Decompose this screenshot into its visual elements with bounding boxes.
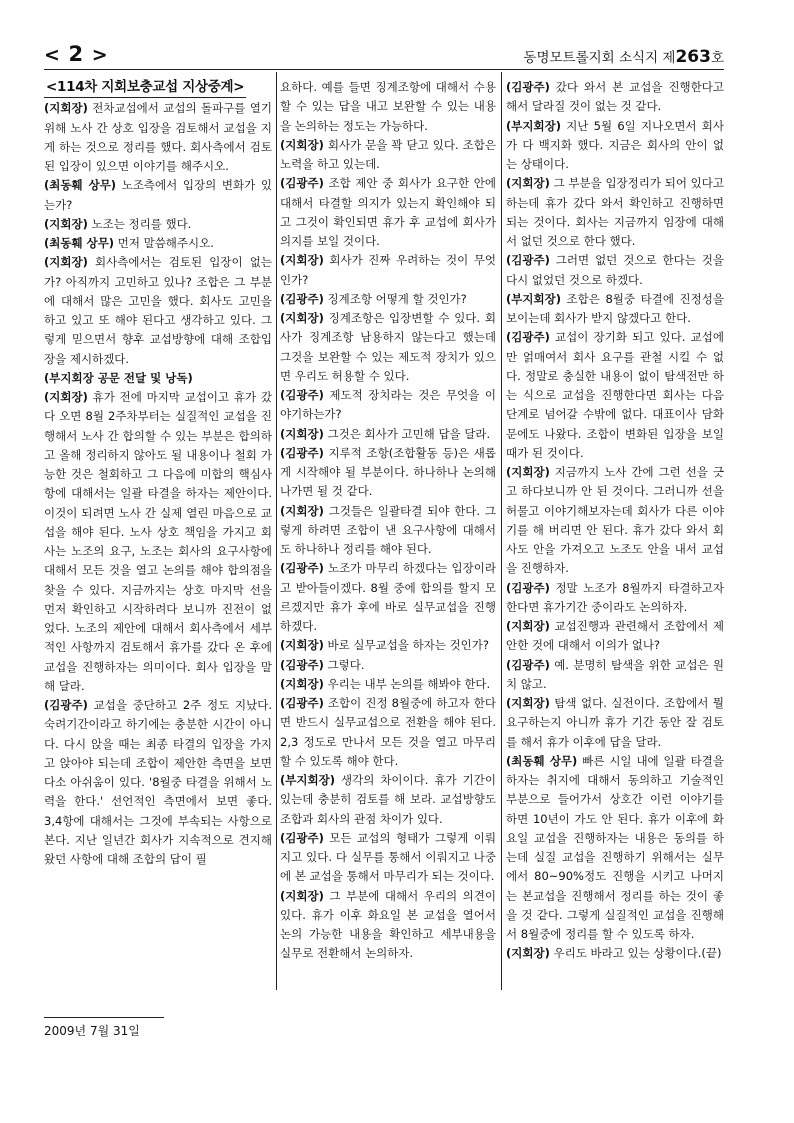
article-column-3 [506, 78, 724, 964]
dialogue-line [506, 752, 724, 945]
newsletter-info [523, 46, 724, 67]
speaker-label: (김광주) [280, 445, 324, 460]
article-title: <114차 지회보충교섭 지상중계> [44, 78, 246, 98]
dialogue-text: 예. 분명히 탐색을 위한 교섭은 원치 않고. [506, 657, 724, 691]
dialogue-text: 조합은 8월중 타결에 진정성을 보이는데 회사가 받지 않겠다고 한다. [506, 291, 724, 325]
footer-rule [44, 1017, 164, 1018]
dialogue-line [280, 78, 496, 136]
dialogue-line [280, 136, 496, 175]
article-column-1 [44, 78, 272, 869]
dialogue-text: 그러면 없던 것으로 한다는 것을 다시 없었던 것으로 하겠다. [506, 253, 724, 287]
article-subheading: (부지회장 공문 전달 및 낭독) [44, 370, 193, 385]
dialogue-text: 요하다. 예를 들면 징계조항에 대해서 수용할 수 있는 답을 내고 보완할 수 있는 내용을 논의하는 정도는 가능하다. [280, 80, 496, 133]
speaker-label: (지회장) [44, 255, 88, 270]
dialogue-text: 교섭이 장기화 되고 있다. 교섭에 만 얽매여서 회사 요구를 관철 시킬 수 없다. 정말로 충실한 내용이 없이 탐색전만 하는 식으로 교섭을 진행한다면 회사는 다음 단계로 넘어갈 수밖에 없다. 대표이사 담화문에도 나왔다. 조합이 변화된 입장을 보일 때가 된 것이다. [506, 330, 724, 460]
dialogue-line [506, 328, 724, 463]
dialogue-line [506, 617, 724, 656]
speaker-label: (지회장) [44, 216, 88, 231]
dialogue-text: 정말 노조가 8월까지 타결하고자 한다면 휴가기간 중이라도 논의하자. [506, 580, 724, 614]
dialogue-text: 제도적 장치라는 것은 무엇을 이야기하는가? [280, 388, 496, 422]
dialogue-line [506, 290, 724, 329]
dialogue-line [506, 656, 724, 695]
dialogue-text: 전차교섭에서 교섭의 돌파구를 열기위해 노사 간 상호 입장을 검토해서 교섭을 지게 하는 것으로 정리를 했다. 회사측에서 검토된 입장이 있으면 이야기를 해주시오. [44, 101, 272, 173]
dialogue-text: 그 부분을 입장정리가 되어 있다고 하는데 휴가 갔다 와서 확인하고 진행하면 되는 것이다. 회사는 지금까지 임장에 대해서 없던 것으로 한다 했다. [506, 176, 724, 248]
dialogue-line [506, 78, 724, 117]
dialogue-line [44, 215, 272, 234]
dialogue-line [280, 251, 496, 290]
dialogue-text: 탐색 없다. 실전이다. 조합에서 뭘 요구하는지 아니까 휴가 기간 동안 잘 검토를 해서 휴가 이후에 답을 달라. [506, 696, 724, 749]
page-number-prefix: < [44, 44, 69, 66]
dialogue-line [506, 579, 724, 618]
speaker-label: (지회장) [506, 696, 550, 710]
dialogue-line [44, 388, 272, 696]
dialogue-text: 징계조항 어떻게 할 것인가? [323, 291, 467, 306]
dialogue-text: 노조측에서 입장의 변화가 있는가? [44, 178, 272, 212]
dialogue-line [280, 444, 496, 502]
speaker-label: (김광주) [280, 388, 324, 402]
dialogue-line [280, 290, 496, 309]
speaker-label: (지회장) [44, 101, 88, 116]
dialogue-line [280, 502, 496, 560]
dialogue-text: 조합이 진정 8월중에 하고자 한다면 반드시 실무교섭으로 전환을 해야 된다. 2,3 정도로 만나서 모든 것을 열고 마무리 할 수 있도록 해야 한다. [280, 696, 496, 768]
dialogue-text: 교섭을 중단하고 2주 정도 지났다. 숙려기간이라고 하기에는 충분한 시간이 아니다. 다시 앉을 때는 최종 타결의 입장을 가지고 앉아야 되는데 조합이 제안한 측면을 보면 다소 아쉬움이 있다. '8월중 타결을 위해서 노력을 한다.' 선언적인 측면에서 보면 좋다. 3,4항에 대해서는 그것에 부속되는 사항으로 본다. 지난 일년간 회사가 지속적으로 견지해왔던 사항에 대해 조합의 답이 필 [44, 698, 272, 866]
dialogue-text: 지루적 조항(조합활동 등)은 새롭게 시작해야 될 부분이다. 하나하나 논의해 나가면 될 것 같다. [280, 445, 496, 499]
dialogue-text: 그 부분에 대해서 우리의 의견이 있다. 휴가 이후 화요일 본 교섭을 열어서 논의 가능한 내용을 확인하고 세부내용을 실무로 전환해서 논의하자. [280, 888, 496, 961]
header-rule [44, 69, 724, 70]
page-number [44, 42, 109, 66]
dialogue-line [280, 656, 496, 675]
speaker-label: (지회장) [506, 946, 550, 961]
speaker-label: (지회장) [280, 676, 324, 691]
dialogue-text: 휴가 전에 마지막 교섭이고 휴가 갔다 오면 8월 2주차부터는 실질적인 교섭을 진행해서 노사 간 합의할 수 있는 부분은 합의하고 올해 정리하지 않아도 될 내용이나 철회 가능한 것은 철회하고 그 다음에 미합의 핵심사항에 대해서는 일괄 타결을 하자는 제안이다. 이것이 되려면 노사 간 실제 열린 마음으로 교섭을 해야 된다. 노사 상호 책임을 가지고 회사는 노조의 요구, 노조는 회사의 요구사항에 대해서 모든 것을 열고 논의를 해야 합의점을 찾을 수 있다. 지금까지는 상호 마지막 선을 먼저 확인하고 시작하려다 보니까 진전이 없었다. 노조의 제안에 대해서 회사측에서 세부적인 사항까지 검토해서 휴가를 갔다 온 후에 교섭을 진행하자는 의미이다. 회사 입장을 말해 달라. [44, 390, 272, 693]
speaker-label: (김광주) [280, 291, 324, 306]
speaker-label: (부지회장) [506, 118, 561, 133]
dialogue-text: 바로 실무교섭을 하자는 것인가? [323, 638, 489, 653]
speaker-label: (지회장) [280, 311, 324, 325]
dialogue-line [506, 694, 724, 752]
speaker-label: (지회장) [280, 638, 324, 653]
dialogue-line [280, 694, 496, 771]
dialogue-text: 노조가 마무리 하겠다는 입장이라고 받아들이겠다. 8월 중에 합의를 할지 모르겠지만 휴가 후에 바로 실무교섭을 진행하겠다. [280, 561, 496, 633]
dialogue-line [280, 425, 496, 444]
dialogue-line [280, 829, 496, 887]
speaker-label: (김광주) [506, 330, 550, 345]
dialogue-text: 우리는 내부 논의를 해봐야 한다. [323, 676, 491, 691]
page-number-suffix: > [84, 44, 109, 66]
speaker-label: (김광주) [506, 657, 550, 672]
speaker-label: (김광주) [280, 830, 324, 845]
speaker-label: (최동훼 상무) [44, 178, 117, 193]
dialogue-line [44, 234, 272, 253]
column-divider-2 [501, 72, 502, 990]
dialogue-text: 회사측에서는 검토된 입장이 없는가? 아직까지 고민하고 있나? 조합은 그 부분에 대해서 많은 고민을 했다. 회사도 고민을 하고 있고 또 해야 된다고 생각하고 있다. 그렇게 믿으면서 향후 교섭방향에 대해 조합입장을 제시하겠다. [44, 255, 272, 366]
dialogue-text: 생각의 차이이다. 휴가 기간이 있는데 충분히 검토를 해 보라. 교섭방향도 조합과 회사의 관점 차이가 있다. [280, 773, 496, 826]
speaker-label: (지회장) [280, 888, 324, 903]
column-divider-1 [276, 72, 277, 990]
dialogue-line [44, 253, 272, 369]
dialogue-line [44, 99, 272, 176]
issue-number: 263 [675, 47, 711, 67]
speaker-label: (김광주) [506, 253, 550, 268]
speaker-label: (지회장) [44, 390, 88, 404]
dialogue-text: 빠른 시일 내에 일괄 타결을 하자는 취지에 대해서 동의하고 기술적인 부분으로 들어가서 상호간 이런 이야기를 하면 10년이 가도 안 된다. 휴가 이후에 화요일 교섭을 진행하자는 내용은 동의를 하는데 실질 교섭을 진행하기 위해서는 실무에서 80~90%정도 진행을 시키고 나머지는 본교섭을 진행해서 정리를 하는 것이 좋을 것 같다. 그렇게 실질적인 교섭을 진행해서 8월중에 정리를 할 수 있도록 하자. [506, 753, 724, 941]
speaker-label: (부지회장) [280, 773, 335, 787]
page-number-value: 2 [68, 42, 85, 66]
dialogue-line [280, 887, 496, 964]
speaker-label: (최동훼 상무) [44, 236, 115, 250]
newsletter-name: 동명모트롤지회 소식지 제 [523, 50, 676, 66]
speaker-label: (최동훼 상무) [506, 753, 578, 768]
article-column-2 [280, 78, 496, 964]
dialogue-text: 그것들은 일괄타결 되야 한다. 그렇게 하려면 조합이 낸 요구사항에 대해서도 하나하나 정리를 해야 된다. [280, 503, 496, 556]
dialogue-text: 우리도 바라고 있는 상황이다.(끝) [549, 946, 722, 961]
dialogue-line [44, 696, 272, 869]
speaker-label: (지회장) [506, 176, 550, 191]
speaker-label: (지회장) [280, 503, 324, 518]
speaker-label: (지회장) [280, 137, 324, 152]
dialogue-line [280, 309, 496, 386]
speaker-label: (지회장) [280, 253, 324, 268]
issue-suffix: 호 [710, 50, 724, 66]
dialogue-text: 갔다 와서 본 교섭을 진행한다고 해서 달라질 것이 없는 것 같다. [506, 80, 724, 114]
speaker-label: (김광주) [280, 176, 324, 191]
dialogue-line [280, 559, 496, 636]
speaker-label: (지회장) [506, 619, 550, 633]
dialogue-line [506, 944, 724, 963]
page-header [44, 40, 724, 68]
dialogue-text: 노조는 정리를 했다. [87, 216, 192, 231]
issue-date: 2009년 7월 31일 [44, 1024, 140, 1038]
speaker-label: (김광주) [280, 657, 324, 672]
dialogue-text: 모든 교섭의 형태가 그렇게 이뤄지고 있다. 다 실무를 통해서 이뤄지고 나중에 본 교섭을 통해서 마무리가 되는 것이다. [280, 830, 496, 884]
dialogue-text: 교섭진행과 관련해서 조합에서 제안한 것에 대해서 이의가 없나? [506, 619, 724, 653]
dialogue-text: 조합 제안 중 회사가 요구한 안에 대해서 타결할 의지가 있는지 확인해야 되고 그것이 확인되면 휴가 후 교섭에 회사가 의지를 보일 것이다. [280, 176, 496, 248]
dialogue-text: 먼저 말씀해주시오. [114, 236, 214, 250]
dialogue-line [280, 174, 496, 251]
dialogue-line [506, 463, 724, 579]
dialogue-text: 회사가 문을 꽉 닫고 있다. 조합은 노력을 하고 있는데. [280, 137, 496, 171]
dialogue-line [506, 174, 724, 251]
speaker-label: (김광주) [280, 696, 324, 710]
dialogue-line [280, 771, 496, 829]
dialogue-text: 지난 5월 6일 지나오면서 회사가 다 백지화 했다. 지금은 회사의 안이 없는 상태이다. [506, 118, 724, 171]
speaker-label: (김광주) [506, 80, 550, 94]
dialogue-line [506, 117, 724, 175]
dialogue-text: 그것은 회사가 고민해 답을 달라. [323, 426, 491, 441]
dialogue-line [280, 636, 496, 655]
speaker-label: (부지회장) [506, 291, 561, 306]
dialogue-line [280, 386, 496, 425]
speaker-label: (김광주) [506, 580, 550, 595]
dialogue-text: 그렇다. [323, 657, 365, 672]
dialogue-line [506, 251, 724, 290]
speaker-label: (지회장) [280, 426, 324, 441]
dialogue-line [44, 176, 272, 215]
speaker-label: (지회장) [506, 465, 550, 479]
dialogue-text: 회사가 진짜 우려하는 것이 무엇인가? [280, 253, 496, 287]
speaker-label: (김광주) [44, 698, 88, 712]
dialogue-line [280, 675, 496, 694]
dialogue-text: 징계조항은 입장변할 수 있다. 회사가 징계조항 남용하지 않는다고 했는데 그것을 보완할 수 있는 제도적 장치가 있으면 우리도 허용할 수 있다. [280, 311, 496, 383]
dialogue-text: 지금까지 노사 간에 그런 선을 긋고 하다보니까 안 된 것이다. 그러니까 선을 허물고 이야기해보자는데 회사가 다른 이야기를 해 버리면 안 된다. 휴가 갔다 와서 회사도 안을 가져오고 노조도 안을 내서 교섭을 진행하자. [506, 465, 724, 576]
speaker-label: (김광주) [280, 561, 324, 576]
